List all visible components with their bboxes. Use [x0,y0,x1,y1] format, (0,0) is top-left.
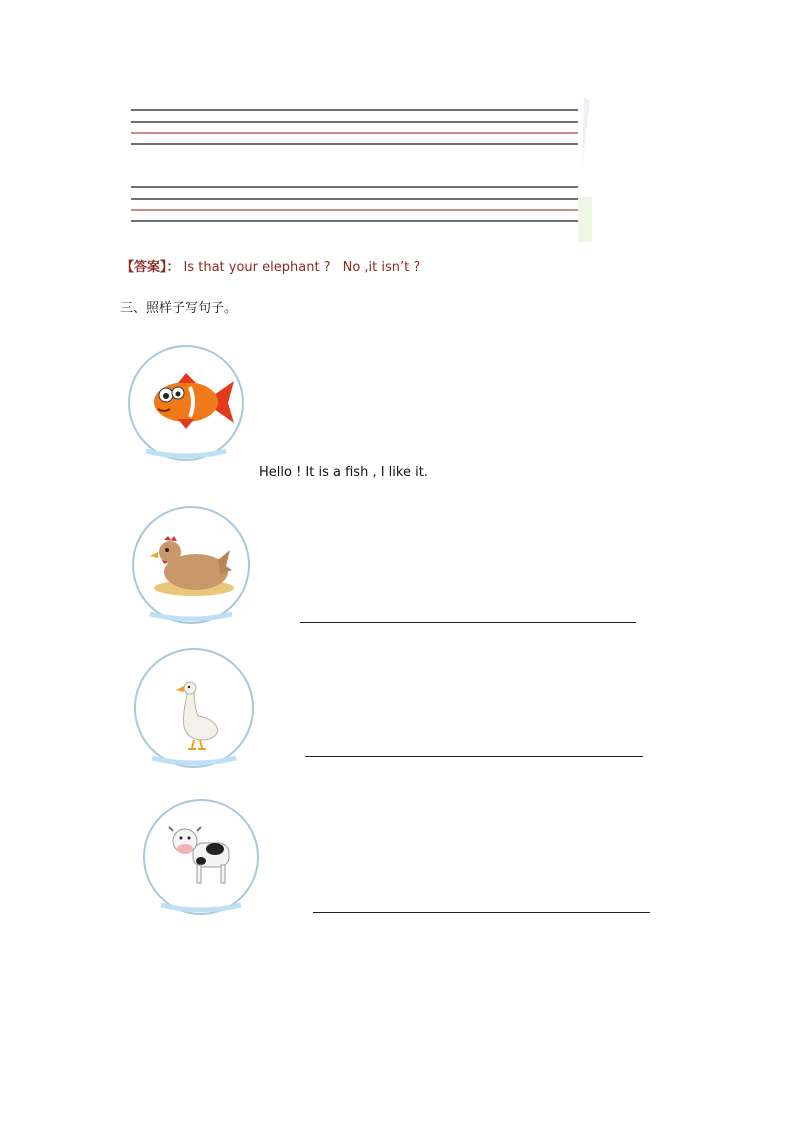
answer-question: Is that your elephant ? [183,260,331,275]
hen-picture [130,504,252,626]
fish-picture [126,343,246,463]
writing-line [131,109,578,111]
answer-line [121,256,420,275]
writing-line [131,121,578,123]
writing-line [131,198,578,200]
writing-line [131,186,578,188]
answer-tag: 【答案】： [121,260,180,275]
writing-line-red [131,132,578,134]
goose-picture [132,646,256,770]
example-sentence: Hello ! It is a fish , I like it. [259,465,428,480]
answer-reply: No ,it isn’t ? [342,260,421,275]
writing-line [131,143,578,145]
answer-blank-2[interactable] [305,756,643,757]
cow-picture [141,797,261,917]
answer-blank-1[interactable] [300,622,636,623]
answer-blank-3[interactable] [313,912,650,913]
section-title: 三、照样子写句子。 [120,301,238,316]
side-decoration [578,97,592,242]
writing-line-red [131,209,578,211]
writing-line [131,220,578,222]
